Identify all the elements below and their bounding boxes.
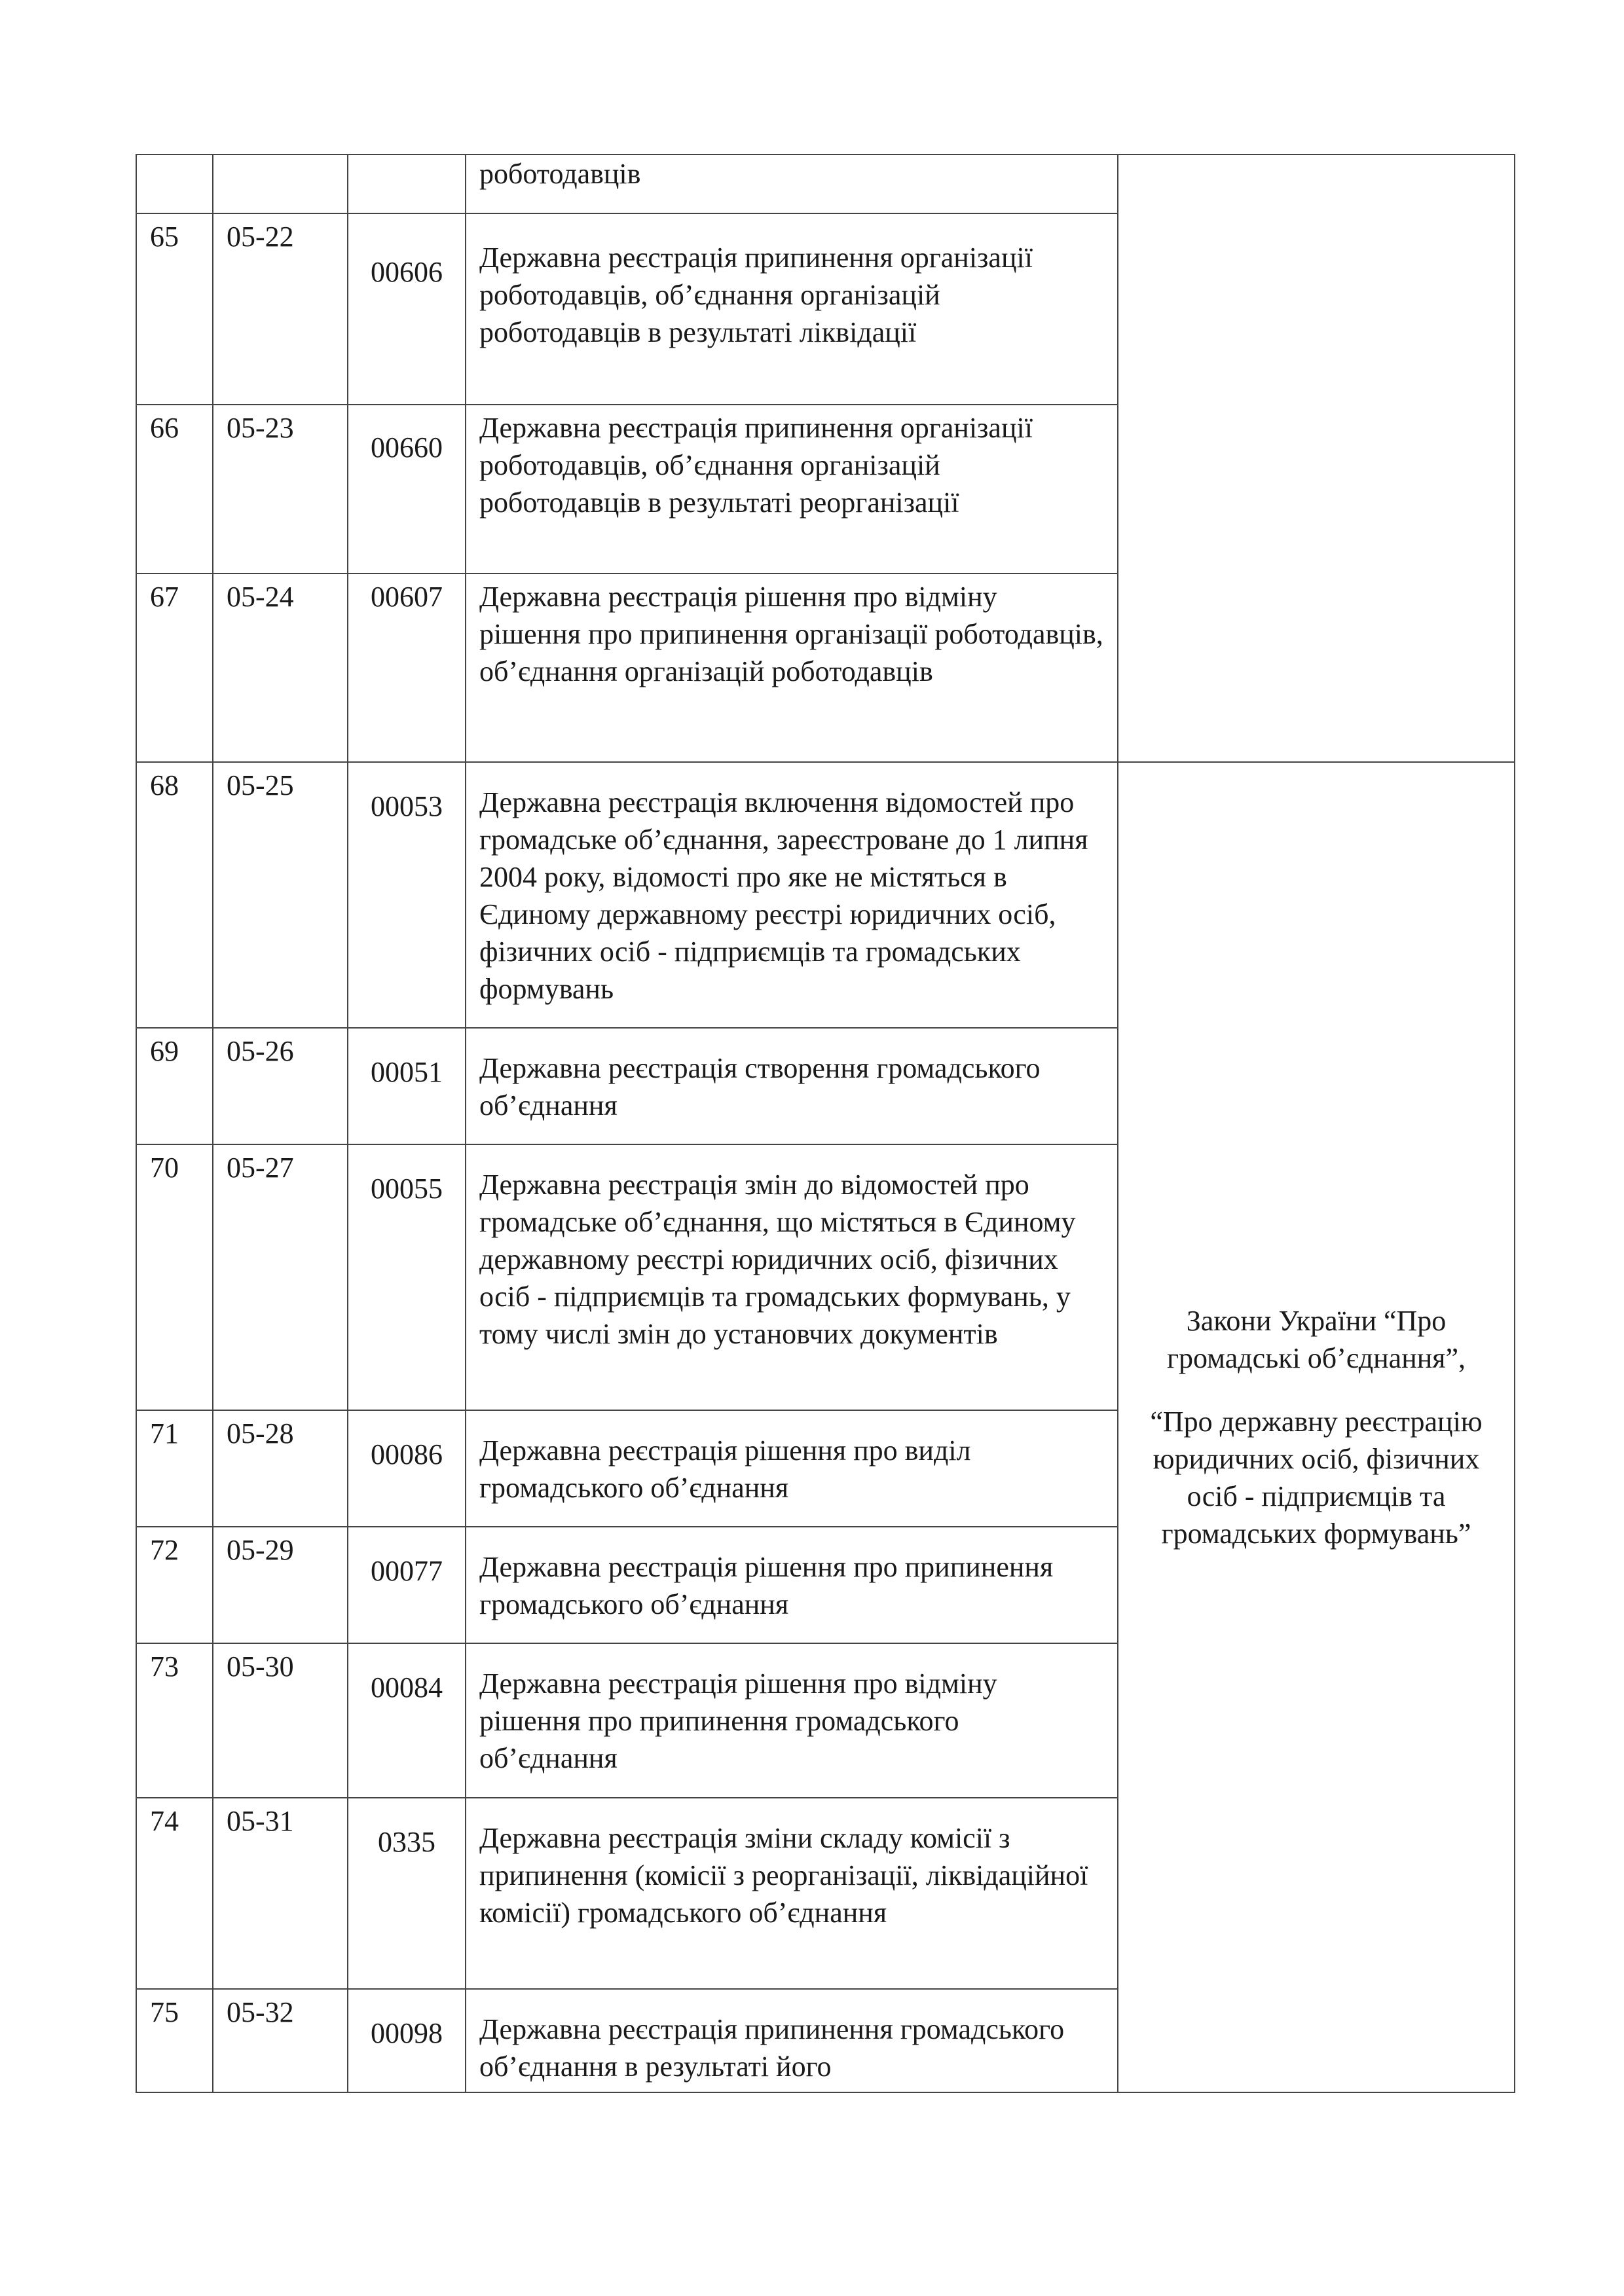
- row-code: 05-32: [213, 1989, 348, 2092]
- row-code: 05-25: [213, 762, 348, 1028]
- row-number: 65: [136, 213, 213, 405]
- row-number: [136, 155, 213, 213]
- service-id: 00077: [348, 1527, 466, 1643]
- row-number: 71: [136, 1410, 213, 1527]
- service-description: Державна реєстрація змін до відомостей про громадське об’єднання, що містяться в Єдиному державному реєстрі юридичних осіб, фізичних осіб - підприємців та громадських формувань, у тому числі змін до установчих документів: [466, 1144, 1118, 1410]
- service-description: Державна реєстрація створення громадського об’єднання: [466, 1028, 1118, 1144]
- row-code: 05-31: [213, 1798, 348, 1989]
- law-reference-cell: [1118, 762, 1515, 2092]
- table-row: [136, 762, 1515, 1028]
- services-table: [136, 154, 1515, 2093]
- service-id: [348, 155, 466, 213]
- service-id: 0335: [348, 1798, 466, 1989]
- row-code: 05-23: [213, 405, 348, 574]
- service-id: 00086: [348, 1410, 466, 1527]
- table-row: [136, 155, 1515, 213]
- row-number: 69: [136, 1028, 213, 1144]
- law-reference-line1: Закони України “Про громадські об’єднання”,: [1166, 1305, 1466, 1374]
- row-code: 05-27: [213, 1144, 348, 1410]
- row-number: 67: [136, 574, 213, 762]
- service-description: Державна реєстрація зміни складу комісії з припинення (комісії з реорганізації, ліквідаційної комісії) громадського об’єднання: [466, 1798, 1118, 1989]
- service-description: Державна реєстрація рішення про припинення громадського об’єднання: [466, 1527, 1118, 1643]
- law-cell-empty: [1118, 155, 1515, 762]
- service-id: 00051: [348, 1028, 466, 1144]
- service-id: 00607: [348, 574, 466, 762]
- service-description: Державна реєстрація припинення організації роботодавців, об’єднання організацій роботодавців в результаті ліквідації: [466, 213, 1118, 405]
- service-description: Державна реєстрація рішення про відміну рішення про припинення громадського об’єднання: [466, 1643, 1118, 1798]
- service-description: Державна реєстрація припинення громадського об’єднання в результаті його: [466, 1989, 1118, 2092]
- row-code: 05-24: [213, 574, 348, 762]
- service-description: Державна реєстрація припинення організації роботодавців, об’єднання організацій роботодавців в результаті реорганізації: [466, 405, 1118, 574]
- row-number: 66: [136, 405, 213, 574]
- row-number: 74: [136, 1798, 213, 1989]
- row-number: 68: [136, 762, 213, 1028]
- row-code: 05-29: [213, 1527, 348, 1643]
- service-description: Державна реєстрація рішення про виділ громадського об’єднання: [466, 1410, 1118, 1527]
- service-id: 00084: [348, 1643, 466, 1798]
- row-number: 72: [136, 1527, 213, 1643]
- law-reference-line2: “Про державну реєстрацію юридичних осіб, фізичних осіб - підприємців та громадських формувань”: [1150, 1406, 1483, 1550]
- row-code: 05-22: [213, 213, 348, 405]
- row-code: 05-26: [213, 1028, 348, 1144]
- service-id: 00660: [348, 405, 466, 574]
- row-code: 05-30: [213, 1643, 348, 1798]
- service-description: Державна реєстрація рішення про відміну рішення про припинення організації роботодавців, об’єднання організацій роботодавців: [466, 574, 1118, 762]
- service-id: 00606: [348, 213, 466, 405]
- service-id: 00055: [348, 1144, 466, 1410]
- service-description: роботодавців: [466, 155, 1118, 213]
- service-description: Державна реєстрація включення відомостей про громадське об’єднання, зареєстроване до 1 липня 2004 року, відомості про яке не містяться в Єдиному державному реєстрі юридичних осіб, фізичних осіб - підприємців та громадських формувань: [466, 762, 1118, 1028]
- row-number: 75: [136, 1989, 213, 2092]
- row-number: 73: [136, 1643, 213, 1798]
- row-code: [213, 155, 348, 213]
- row-number: 70: [136, 1144, 213, 1410]
- service-id: 00098: [348, 1989, 466, 2092]
- service-id: 00053: [348, 762, 466, 1028]
- row-code: 05-28: [213, 1410, 348, 1527]
